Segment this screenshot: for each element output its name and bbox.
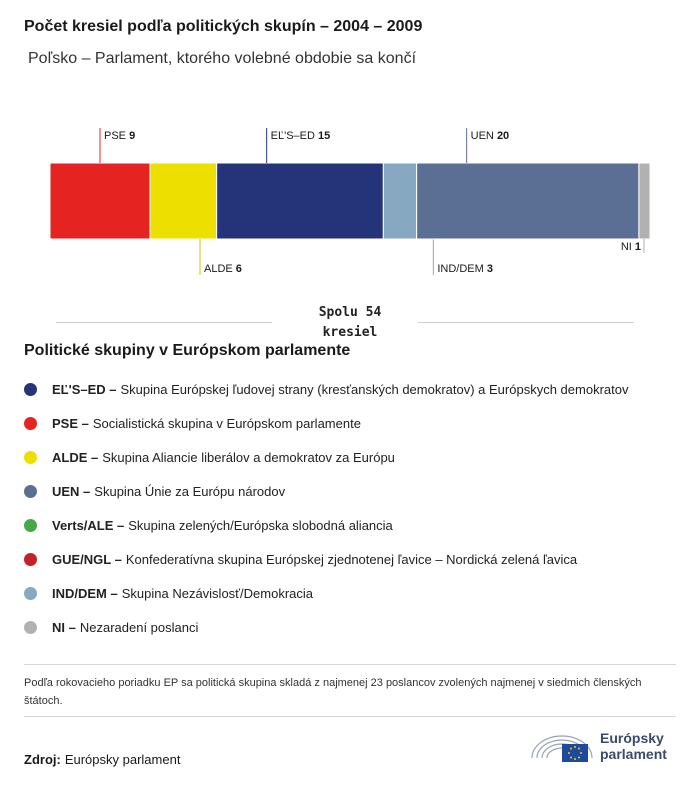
chart-title: Počet kresiel podľa politických skupín – 2004 – 2009 [24, 18, 423, 35]
data-label: IND/DEM 3 [437, 263, 493, 275]
legend [24, 372, 628, 644]
legend-swatch [24, 553, 37, 566]
legend-swatch [24, 519, 37, 532]
total-seats-line1: Spolu 54 [318, 305, 382, 320]
data-label: EĽ'S–ED 15 [270, 130, 331, 142]
legend-item [24, 610, 628, 644]
legend-code: EĽ'S–ED – [52, 381, 117, 397]
legend-text: Skupina zelených/Európska slobodná aliancia [128, 517, 393, 533]
total-seats-line2: kresiel [322, 325, 378, 340]
chart-subtitle: Poľsko – Parlament, ktorého volebné obdobie sa končí [28, 50, 417, 67]
legend-item [24, 406, 628, 440]
european-parliament-logo [528, 728, 678, 768]
legend-item [24, 474, 628, 508]
legend-text: Skupina Aliancie liberálov a demokratov za Európu [102, 449, 395, 465]
data-label: ALDE 6 [204, 263, 242, 275]
bar-segment-uen [417, 163, 639, 239]
legend-item [24, 542, 628, 576]
legend-text: Skupina Európskej ľudovej strany (kresťanských demokratov) a Európskych demokratov [120, 381, 629, 397]
legend-code: GUE/NGL – [52, 551, 122, 567]
data-label: PSE 9 [104, 130, 136, 142]
legend-title: Politické skupiny v Európskom parlamente [24, 342, 351, 359]
legend-text: Socialistická skupina v Európskom parlamente [92, 415, 361, 431]
footer-divider-bottom [24, 716, 676, 717]
legend-swatch [24, 383, 37, 396]
legend-text: Konfederatívna skupina Európskej zjednotenej ľavice – Nordická zelená ľavica [125, 551, 578, 567]
legend-code: IND/DEM – [52, 585, 118, 601]
legend-code: Verts/ALE – [52, 517, 125, 533]
bar-segment-ni [639, 163, 650, 239]
stacked-bar-chart [0, 120, 700, 290]
bar-segment-alde [150, 163, 217, 239]
legend-text: Skupina Nezávislosť/Demokracia [121, 585, 314, 601]
legend-text: Skupina Únie za Európu národov [94, 483, 286, 499]
logo-line2: parlament [600, 746, 667, 762]
logo-text [600, 730, 667, 762]
legend-swatch [24, 417, 37, 430]
data-label: NI 1 [620, 241, 641, 253]
legend-swatch [24, 485, 37, 498]
legend-code: NI – [52, 619, 76, 635]
legend-item [24, 576, 628, 610]
legend-code: UEN – [52, 483, 91, 499]
legend-swatch [24, 451, 37, 464]
legend-item [24, 372, 628, 406]
legend-code: ALDE – [52, 449, 99, 465]
bar-segment-ind-dem [383, 163, 416, 239]
bar-segment-e-s-ed [217, 163, 384, 239]
legend-code: PSE – [52, 415, 89, 431]
legend-item [24, 508, 628, 542]
bar-segment-pse [50, 163, 150, 239]
footnote: Podľa rokovacieho poriadku EP sa politická skupina skladá z najmenej 23 poslancov zvolených najmenej v siedmich členských štátoch. [24, 677, 642, 707]
total-seats [0, 303, 700, 343]
footer-divider-top [24, 664, 676, 665]
parliament-hemicycle-icon [528, 728, 598, 768]
source-label: Zdroj: [24, 752, 61, 767]
legend-swatch [24, 587, 37, 600]
data-label: UEN 20 [470, 130, 510, 142]
source [24, 752, 180, 767]
logo-line1: Európsky [600, 730, 664, 746]
source-value: Európsky parlament [64, 752, 181, 767]
legend-text: Nezaradení poslanci [79, 619, 199, 635]
legend-swatch [24, 621, 37, 634]
legend-item [24, 440, 628, 474]
